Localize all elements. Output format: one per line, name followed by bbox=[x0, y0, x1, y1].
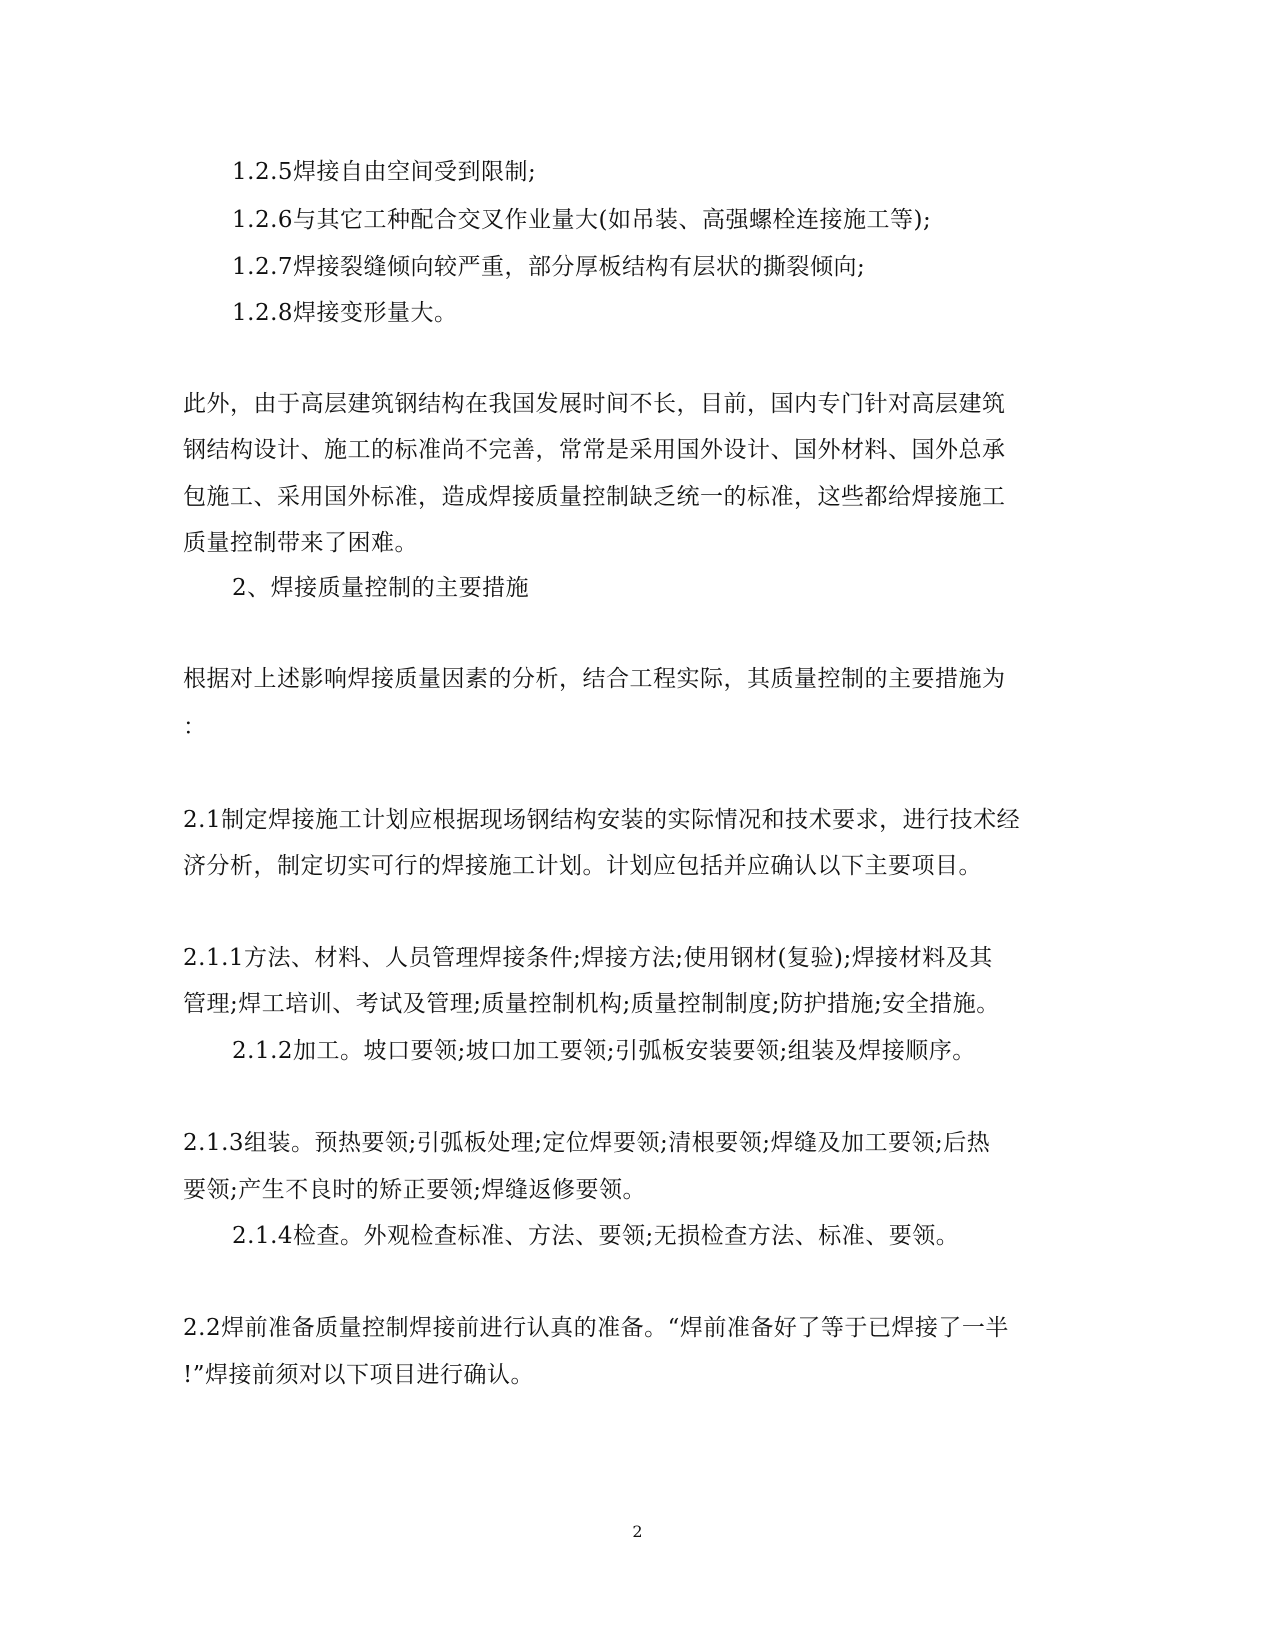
text-line: 管理;焊工培训、考试及管理;质量控制机构;质量控制制度;防护措施;安全措施。 bbox=[183, 991, 1000, 1017]
page-number: 2 bbox=[632, 1522, 643, 1541]
text-line: 2.1.2加工。坡口要领;坡口加工要领;引弧板安装要领;组装及焊接顺序。 bbox=[232, 1038, 976, 1064]
text-line: 2.1制定焊接施工计划应根据现场钢结构安装的实际情况和技术要求，进行技术经 bbox=[183, 807, 1021, 833]
text-line: 此外，由于高层建筑钢结构在我国发展时间不长，目前，国内专门针对高层建筑 bbox=[183, 391, 1006, 417]
text-line: ： bbox=[183, 714, 207, 740]
text-line: 1.2.6与其它工种配合交叉作业量大(如吊装、高强螺栓连接施工等); bbox=[232, 207, 932, 233]
text-line: 根据对上述影响焊接质量因素的分析，结合工程实际，其质量控制的主要措施为 bbox=[183, 666, 1006, 692]
text-line: 1.2.5焊接自由空间受到限制; bbox=[232, 159, 537, 185]
text-line: !”焊接前须对以下项目进行确认。 bbox=[183, 1362, 535, 1388]
text-line: 包施工、采用国外标准，造成焊接质量控制缺乏统一的标准，这些都给焊接施工 bbox=[183, 484, 1006, 510]
text-line: 1.2.7焊接裂缝倾向较严重，部分厚板结构有层状的撕裂倾向; bbox=[232, 254, 866, 280]
text-line: 济分析，制定切实可行的焊接施工计划。计划应包括并应确认以下主要项目。 bbox=[183, 853, 982, 879]
text-line: 质量控制带来了困难。 bbox=[183, 530, 418, 556]
text-line: 1.2.8焊接变形量大。 bbox=[232, 300, 458, 326]
text-line: 钢结构设计、施工的标准尚不完善，常常是采用国外设计、国外材料、国外总承 bbox=[183, 437, 1006, 463]
text-line: 要领;产生不良时的矫正要领;焊缝返修要领。 bbox=[183, 1177, 646, 1203]
text-line: 2.1.4检查。外观检查标准、方法、要领;无损检查方法、标准、要领。 bbox=[232, 1223, 960, 1249]
section-heading: 2、焊接质量控制的主要措施 bbox=[232, 575, 530, 601]
text-line: 2.1.1方法、材料、人员管理焊接条件;焊接方法;使用钢材(复验);焊接材料及其 bbox=[183, 945, 993, 971]
text-line: 2.1.3组装。预热要领;引弧板处理;定位焊要领;清根要领;焊缝及加工要领;后热 bbox=[183, 1130, 991, 1156]
text-line: 2.2焊前准备质量控制焊接前进行认真的准备。“焊前准备好了等于已焊接了一半 bbox=[183, 1315, 1009, 1341]
